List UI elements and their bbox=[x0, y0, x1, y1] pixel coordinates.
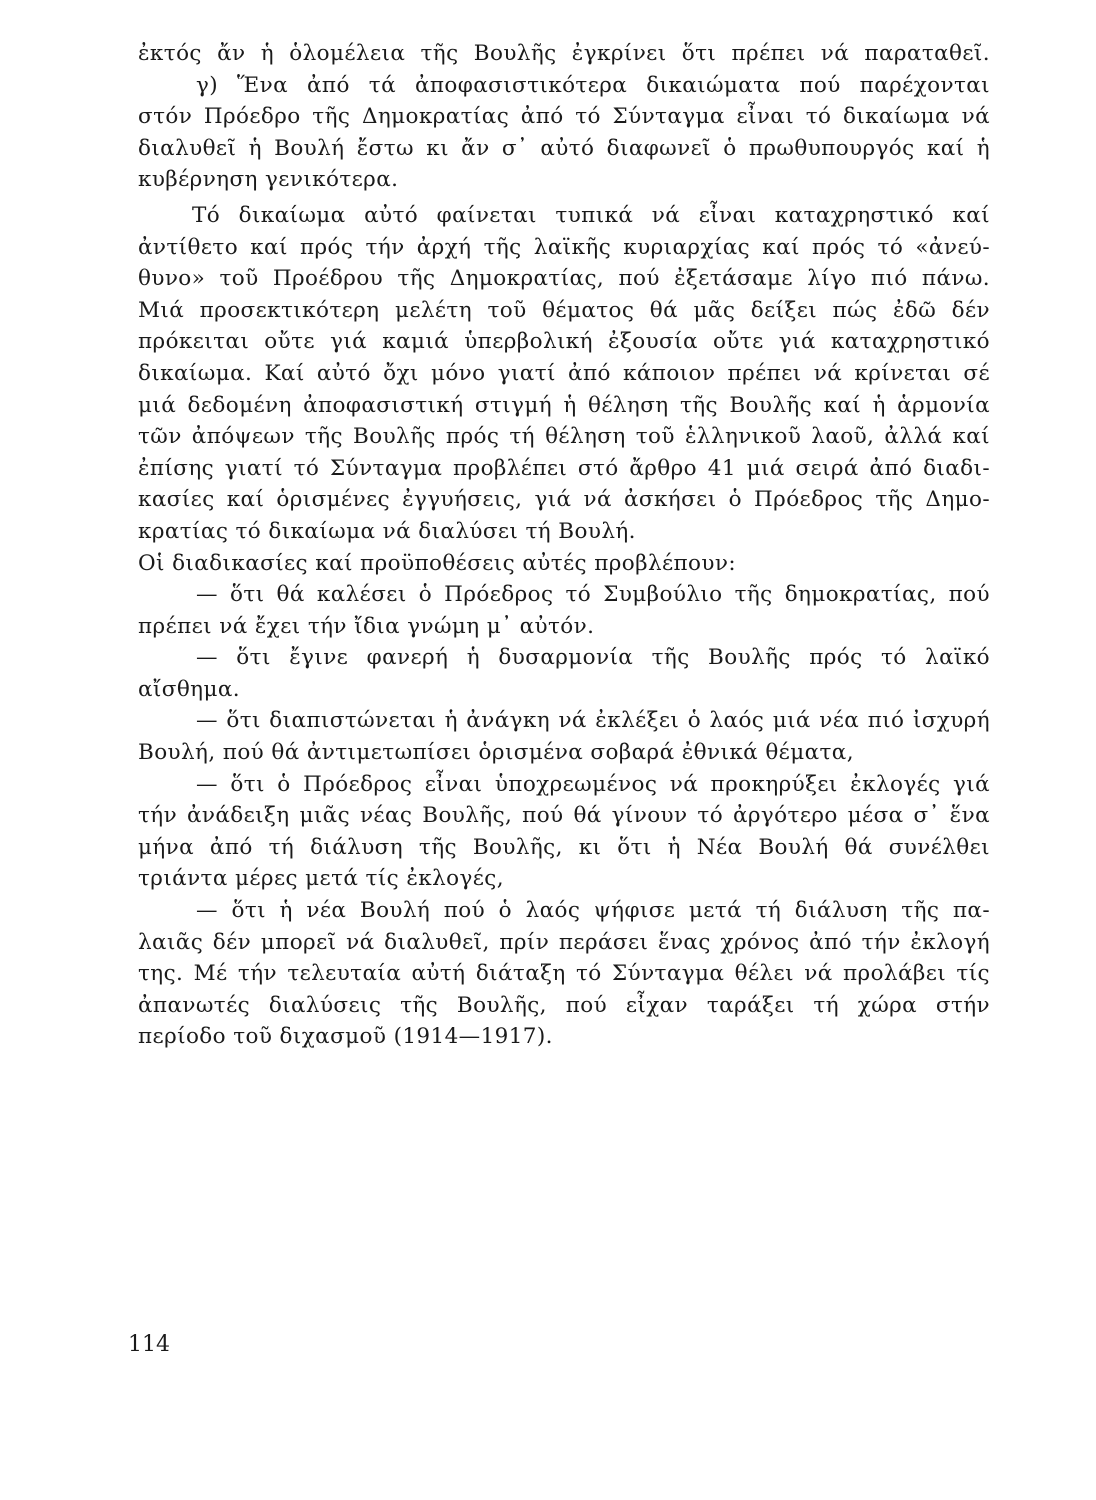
text-line: της. Μέ τήν τελευταία αὐτή διάταξη τό Σύνταγμα θέλει νά προλάβει τίς bbox=[138, 961, 990, 987]
page-number: 114 bbox=[128, 1332, 170, 1357]
text-line: τριάντα μέρες μετά τίς ἐκλογές, bbox=[138, 866, 504, 892]
text-line: Τό δικαίωμα αὐτό φαίνεται τυπικά νά εἶναι καταχρηστικό καί bbox=[192, 202, 990, 228]
text-line: διαλυθεῖ ἡ Βουλή ἔστω κι ἄν σ᾿ αὐτό διαφωνεῖ ὁ πρωθυπουργός καί ἡ bbox=[138, 135, 990, 161]
text-line: κρατίας τό δικαίωμα νά διαλύσει τή Βουλή. bbox=[138, 518, 636, 544]
text-line: γ) Ἕνα ἀπό τά ἀποφασιστικότερα δικαιώματα πού παρέχονται bbox=[196, 72, 990, 98]
text-line: ἀπανωτές διαλύσεις τῆς Βουλῆς, πού εἶχαν ταράξει τή χώρα στήν bbox=[138, 992, 990, 1018]
text-line: — ὅτι διαπιστώνεται ἡ ἀνάγκη νά ἐκλέξει ὁ λαός μιά νέα πιό ἰσχυρή bbox=[196, 708, 990, 734]
text-line: θυνο» τοῦ Προέδρου τῆς Δημοκρατίας, πού ἐξετάσαμε λίγο πιό πάνω. bbox=[138, 266, 990, 292]
text-line: μιά δεδομένη ἀποφασιστική στιγμή ἡ θέληση τῆς Βουλῆς καί ἡ ἁρμονία bbox=[138, 392, 990, 418]
text-line: ἐκτός ἄν ἡ ὁλομέλεια τῆς Βουλῆς ἐγκρίνει ὅτι πρέπει νά παραταθεῖ. bbox=[138, 41, 990, 66]
text-line: πρέπει νά ἔχει τήν ἴδια γνώμη μ᾿ αὐτόν. bbox=[138, 613, 595, 639]
text-line: αἴσθημα. bbox=[138, 676, 240, 702]
text-line: κυβέρνηση γενικότερα. bbox=[138, 167, 399, 193]
text-line: ἀντίθετο καί πρός τήν ἀρχή τῆς λαϊκῆς κυριαρχίας καί πρός τό «ἀνεύ- bbox=[138, 234, 990, 260]
text-line: λαιᾶς δέν μπορεῖ νά διαλυθεῖ, πρίν περάσει ἕνας χρόνος ἀπό τήν ἐκλογή bbox=[138, 929, 990, 955]
text-line: Μιά προσεκτικότερη μελέτη τοῦ θέματος θά μᾶς δείξει πώς ἐδῶ δέν bbox=[138, 297, 990, 323]
text-line: κασίες καί ὁρισμένες ἐγγυήσεις, γιά νά ἀσκήσει ὁ Πρόεδρος τῆς Δημο- bbox=[138, 487, 990, 513]
text-line: δικαίωμα. Καί αὐτό ὄχι μόνο γιατί ἀπό κάποιον πρέπει νά κρίνεται σέ bbox=[138, 360, 990, 386]
text-line: στόν Πρόεδρο τῆς Δημοκρατίας ἀπό τό Σύνταγμα εἶναι τό δικαίωμα νά bbox=[138, 104, 990, 130]
text-line: — ὅτι ἔγινε φανερή ἡ δυσαρμονία τῆς Βουλῆς πρός τό λαϊκό bbox=[196, 645, 990, 671]
text-line: μήνα ἀπό τή διάλυση τῆς Βουλῆς, κι ὅτι ἡ Νέα Βουλή θά συνέλθει bbox=[138, 834, 990, 860]
text-line: τῶν ἀπόψεων τῆς Βουλῆς πρός τή θέληση τοῦ ἑλληνικοῦ λαοῦ, ἀλλά καί bbox=[138, 424, 990, 450]
text-line: — ὅτι ὁ Πρόεδρος εἶναι ὑποχρεωμένος νά προκηρύξει ἐκλογές γιά bbox=[196, 771, 990, 797]
text-line: τήν ἀνάδειξη μιᾶς νέας Βουλῆς, πού θά γίνουν τό ἀργότερο μέσα σ᾿ ἕνα bbox=[138, 803, 990, 829]
text-line: — ὅτι ἡ νέα Βουλή πού ὁ λαός ψήφισε μετά τή διάλυση τῆς πα- bbox=[196, 898, 990, 924]
body-text bbox=[138, 38, 990, 1053]
text-line: ἐπίσης γιατί τό Σύνταγμα προβλέπει στό ἄρθρο 41 μιά σειρά ἀπό διαδι- bbox=[138, 455, 990, 481]
text-line: πρόκειται οὔτε γιά καμιά ὑπερβολική ἐξουσία οὔτε γιά καταχρηστικό bbox=[138, 329, 990, 355]
text-line: Οἱ διαδικασίες καί προϋποθέσεις αὐτές προβλέπουν: bbox=[138, 550, 736, 576]
text-line: Βουλή, πού θά ἀντιμετωπίσει ὁρισμένα σοβαρά ἐθνικά θέματα, bbox=[138, 740, 854, 766]
text-line: — ὅτι θά καλέσει ὁ Πρόεδρος τό Συμβούλιο τῆς δημοκρατίας, πού bbox=[196, 582, 990, 608]
text-line: περίοδο τοῦ διχασμοῦ (1914—1917). bbox=[138, 1024, 553, 1050]
